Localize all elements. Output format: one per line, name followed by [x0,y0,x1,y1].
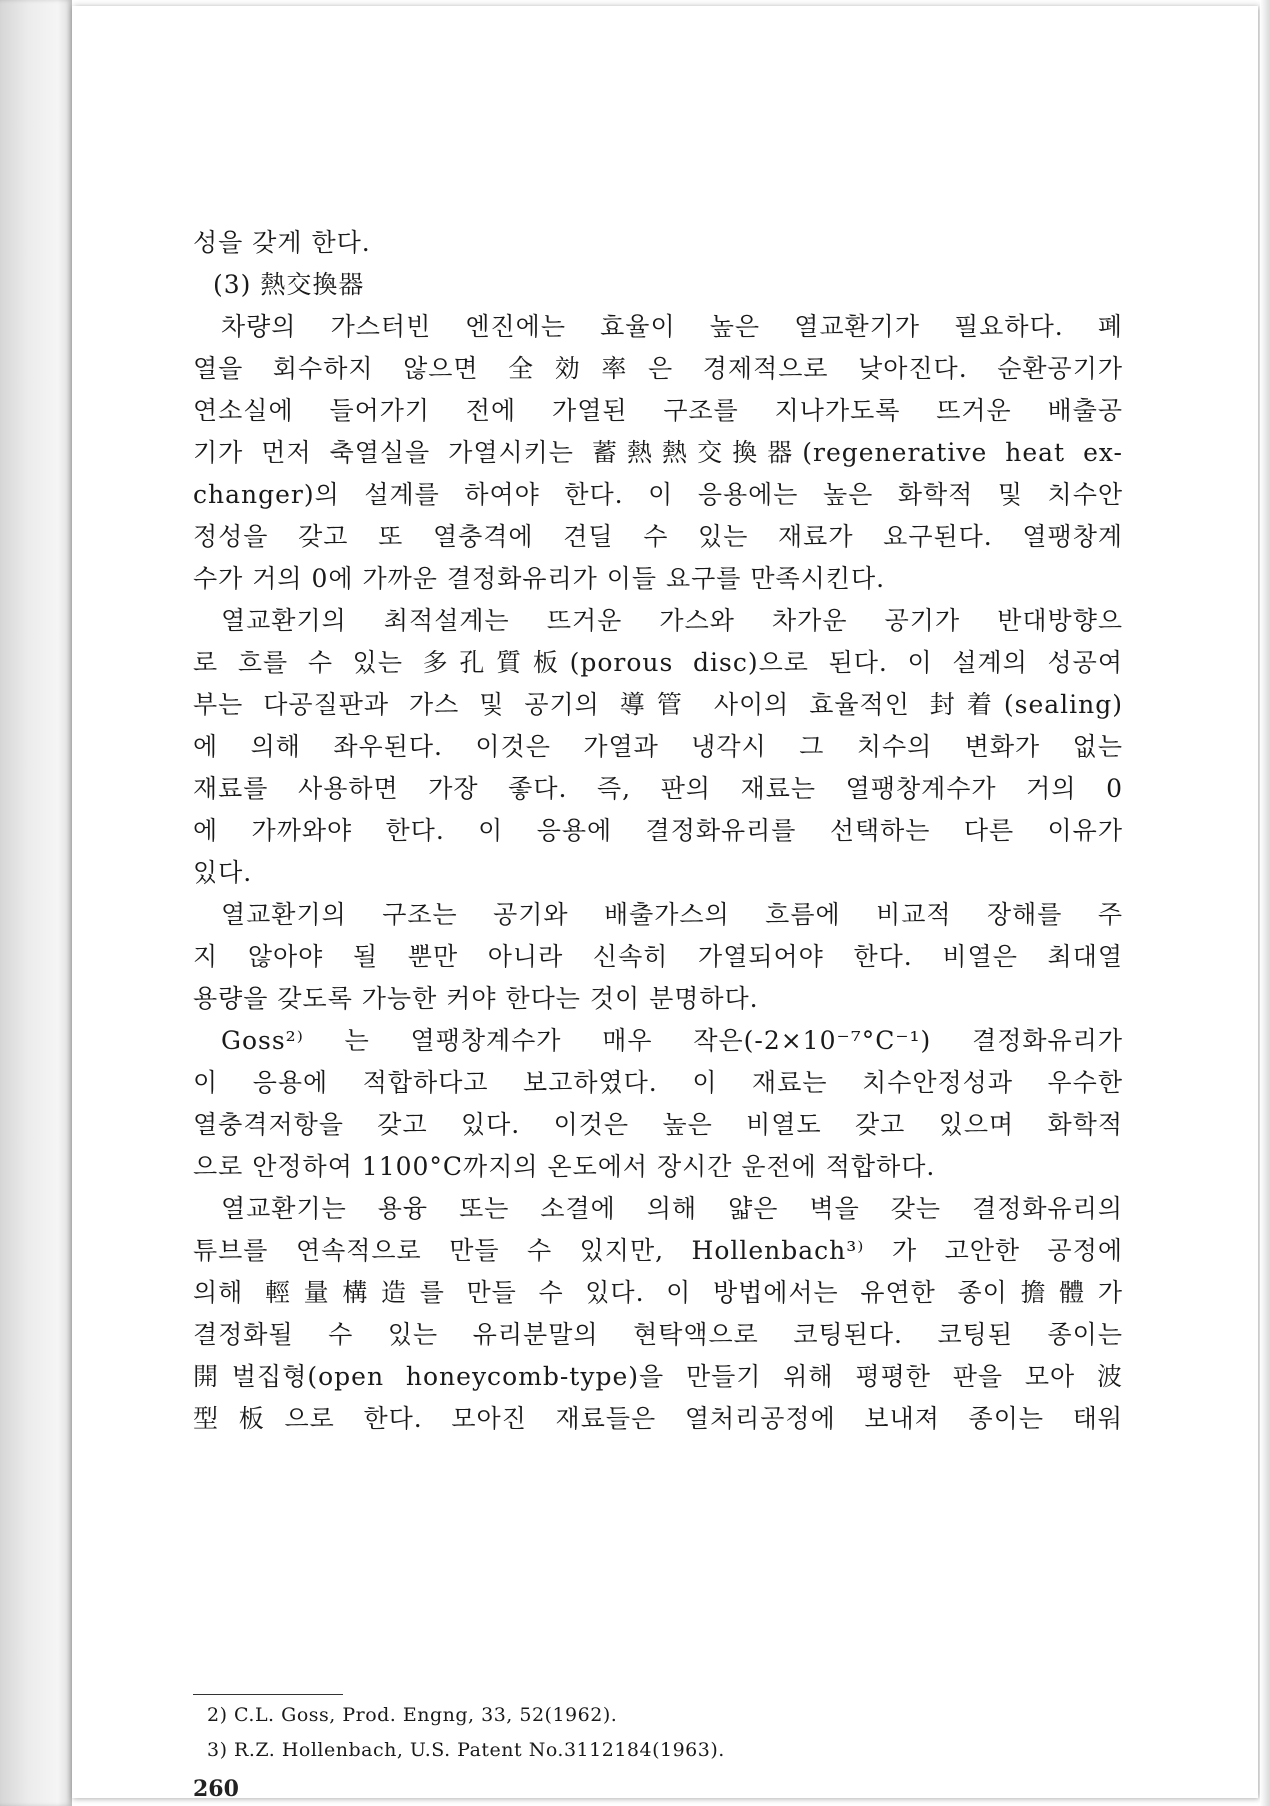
text-line: changer)의 설계를 하여야 한다. 이 응용에는 높은 화학적 및 치수안 [193,480,1123,509]
text-line: 결정화될 수 있는 유리분말의 현탁액으로 코팅된다. 코팅된 종이는 [193,1320,1123,1349]
text-line: 차량의 가스터빈 엔진에는 효율이 높은 열교환기가 필요하다. 폐 [221,312,1123,341]
footnote-divider [193,1694,343,1695]
page-number: 260 [193,1776,239,1802]
text-line: 으로 안정하여 1100°C까지의 온도에서 장시간 운전에 적합하다. [193,1152,936,1181]
text-line: 용량을 갖도록 가능한 커야 한다는 것이 분명하다. [193,984,759,1013]
text-line: 부는 다공질판과 가스 및 공기의 導管 사이의 효율적인 封着(sealing) [193,690,1123,719]
text-line: 성을 갖게 한다. [193,228,371,257]
text-line: 開벌집형(open honeycomb-type)을 만들기 위해 평평한 판을 모아 波 [193,1362,1123,1391]
page-right-edge [1260,0,1270,1806]
text-line: 에 의해 좌우된다. 이것은 가열과 냉각시 그 치수의 변화가 없는 [193,732,1123,761]
text-line: 에 가까와야 한다. 이 응용에 결정화유리를 선택하는 다른 이유가 [193,816,1123,845]
text-line: 이 응용에 적합하다고 보고하였다. 이 재료는 치수안정성과 우수한 [193,1068,1123,1097]
book-spine-edge [0,0,72,1806]
text-line: 정성을 갖고 또 열충격에 견딜 수 있는 재료가 요구된다. 열팽창계 [193,522,1123,551]
text-line: 型板으로 한다. 모아진 재료들은 열처리공정에 보내져 종이는 태워 [193,1404,1123,1433]
text-line: 의해 輕量構造를 만들 수 있다. 이 방법에서는 유연한 종이擔體가 [193,1278,1123,1307]
text-line: 있다. [193,858,253,887]
text-line: 재료를 사용하면 가장 좋다. 즉, 판의 재료는 열팽창계수가 거의 0 [193,774,1123,803]
text-line: 연소실에 들어가기 전에 가열된 구조를 지나가도록 뜨거운 배출공 [193,396,1123,425]
footnote-item: 3) R.Z. Hollenbach, U.S. Patent No.3112184(1963). [207,1739,725,1761]
text-line: 열충격저항을 갖고 있다. 이것은 높은 비열도 갖고 있으며 화학적 [193,1110,1123,1139]
text-line: Goss²⁾ 는 열팽창계수가 매우 작은(-2×10⁻⁷°C⁻¹) 결정화유리가 [221,1026,1123,1055]
text-line: 수가 거의 0에 가까운 결정화유리가 이들 요구를 만족시킨다. [193,564,886,593]
text-line: 튜브를 연속적으로 만들 수 있지만, Hollenbach³⁾ 가 고안한 공정에 [193,1236,1123,1265]
text-line: 열교환기는 용융 또는 소결에 의해 얇은 벽을 갖는 결정화유리의 [221,1194,1123,1223]
text-line: 열을 회수하지 않으면 全効率은 경제적으로 낮아진다. 순환공기가 [193,354,1123,383]
body-text [193,222,1123,1440]
text-line: 열교환기의 최적설계는 뜨거운 가스와 차가운 공기가 반대방향으 [221,606,1123,635]
footnotes [207,1698,725,1768]
section-heading: (3) 熱交換器 [213,270,365,299]
text-line: 로 흐를 수 있는 多孔質板(porous disc)으로 된다. 이 설계의 성공여 [193,648,1123,677]
footnote-item: 2) C.L. Goss, Prod. Engng, 33, 52(1962). [207,1704,618,1726]
text-line: 지 않아야 될 뿐만 아니라 신속히 가열되어야 한다. 비열은 최대열 [193,942,1123,971]
text-line: 열교환기의 구조는 공기와 배출가스의 흐름에 비교적 장해를 주 [221,900,1123,929]
text-line: 기가 먼저 축열실을 가열시키는 蓄熱熱交換器(regenerative heat ex- [193,438,1123,467]
